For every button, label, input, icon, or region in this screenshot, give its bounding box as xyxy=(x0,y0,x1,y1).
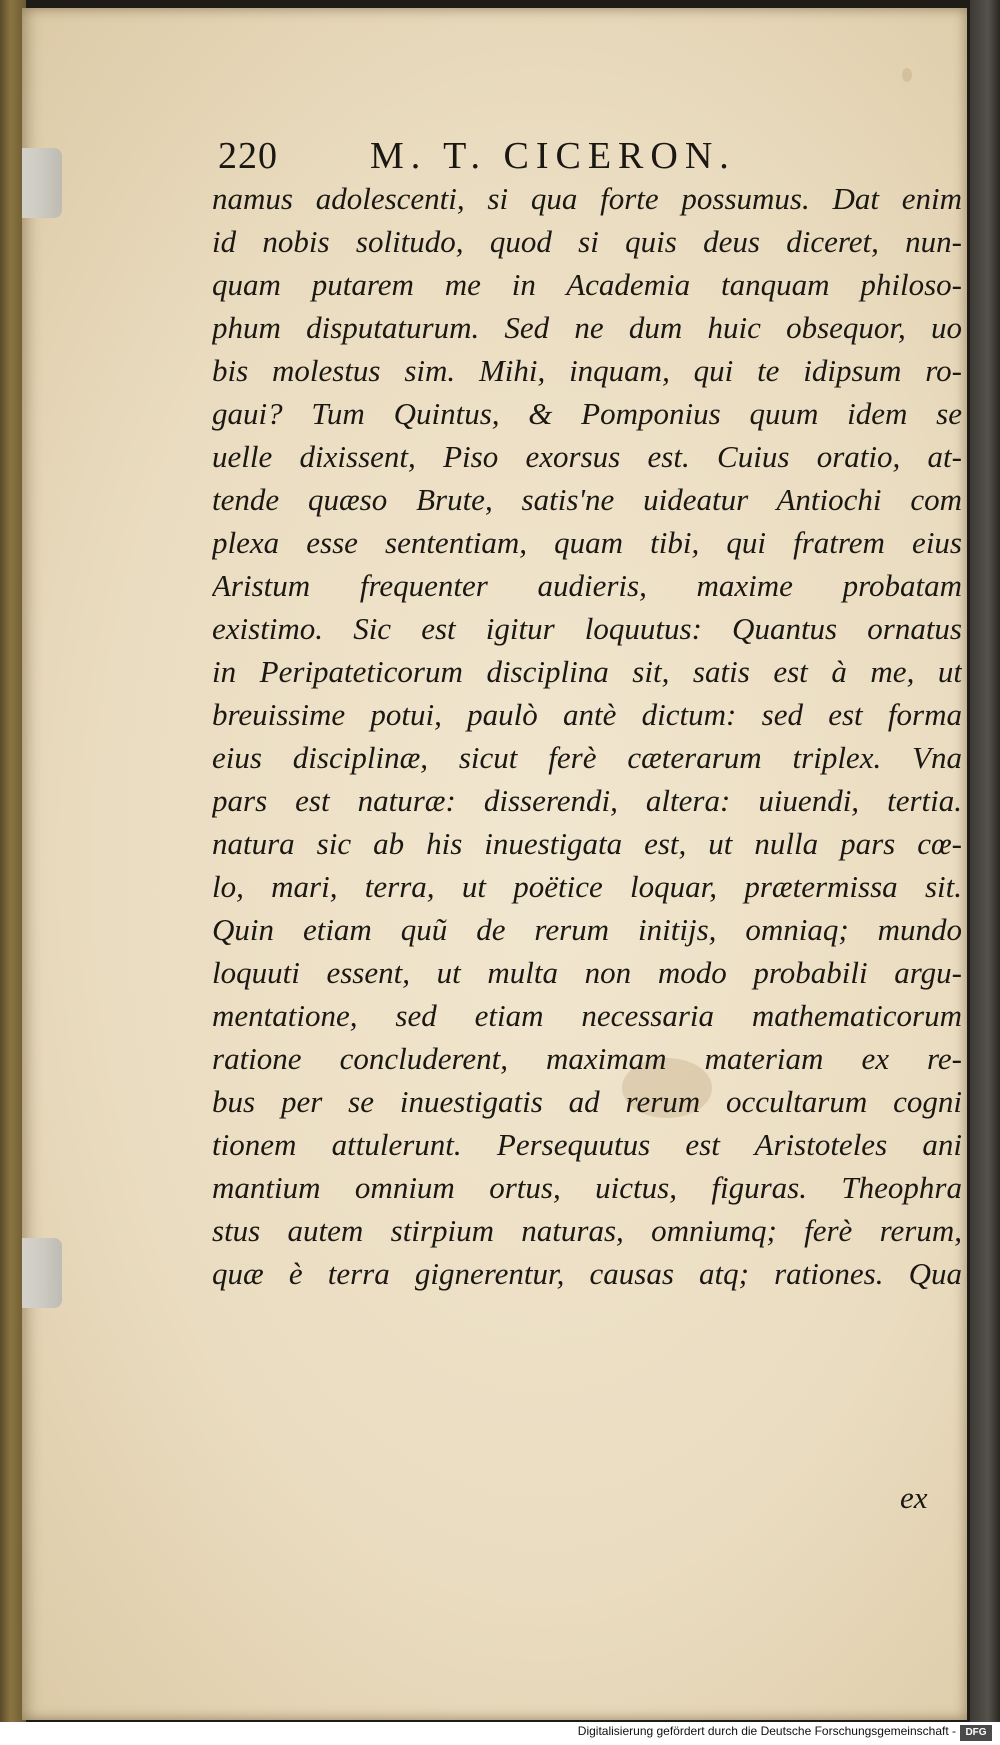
text-line: in Peripateticorum disciplina sit, satis est à me, ut xyxy=(212,654,962,689)
text-line: bis molestus sim. Mihi, inquam, qui te idipsum ro- xyxy=(212,353,962,388)
digitization-credit: Digitalisierung gefördert durch die Deutsche Forschungsgemeinschaft - xyxy=(577,1724,956,1738)
text-line: tende quæso Brute, satis'ne uideatur Antiochi com xyxy=(212,482,962,517)
running-title: M. T. CICERON. xyxy=(370,135,736,177)
ink-spot xyxy=(902,68,912,82)
text-line: stus autem stirpium naturas, omniumq; ferè rerum, xyxy=(212,1213,962,1248)
text-line: plexa esse sententiam, quam tibi, qui fratrem eius xyxy=(212,525,962,560)
text-line: mantium omnium ortus, uictus, figuras. Theophra xyxy=(212,1170,962,1205)
text-line: bus per se inuestigatis ad rerum occultarum cogni xyxy=(212,1084,962,1119)
text-line: mentatione, sed etiam necessaria mathematicorum xyxy=(212,998,962,1033)
text-line: natura sic ab his inuestigata est, ut nulla pars cœ- xyxy=(212,826,962,861)
text-line: uelle dixissent, Piso exorsus est. Cuius oratio, at- xyxy=(212,439,962,474)
text-line: existimo. Sic est igitur loquutus: Quantus ornatus xyxy=(212,611,962,646)
book-fore-edge xyxy=(970,0,1000,1745)
page-clip-bottom xyxy=(22,1238,62,1308)
text-line: ratione concluderent, maximam materiam ex re- xyxy=(212,1041,962,1076)
dfg-logo-icon: DFG xyxy=(960,1725,992,1741)
text-line: phum disputaturum. Sed ne dum huic obsequor, uo xyxy=(212,310,962,345)
body-text xyxy=(212,177,962,1295)
text-line: Aristum frequenter audieris, maxime probatam xyxy=(212,568,962,603)
catchword: ex xyxy=(900,1480,928,1515)
page-number: 220 xyxy=(218,135,278,177)
text-line: loquuti essent, ut multa non modo probabili argu- xyxy=(212,955,962,990)
text-line: gaui? Tum Quintus, & Pomponius quum idem se xyxy=(212,396,962,431)
text-line: namus adolescenti, si qua forte possumus. Dat enim xyxy=(212,181,962,216)
page-clip-top xyxy=(22,148,62,218)
text-line: lo, mari, terra, ut poëtice loquar, prætermissa sit. xyxy=(212,869,962,904)
text-line: quam putarem me in Academia tanquam philoso- xyxy=(212,267,962,302)
text-line: Quin etiam quũ de rerum initijs, omniaq; mundo xyxy=(212,912,962,947)
text-line: quæ è terra gignerentur, causas atq; rationes. Qua xyxy=(212,1256,962,1291)
text-line: tionem attulerunt. Persequutus est Aristoteles ani xyxy=(212,1127,962,1162)
text-line: id nobis solitudo, quod si quis deus diceret, nun- xyxy=(212,224,962,259)
text-line: eius disciplinæ, sicut ferè cæterarum triplex. Vna xyxy=(212,740,962,775)
text-line: breuissime potui, paulò antè dictum: sed est forma xyxy=(212,697,962,732)
text-line: pars est naturæ: disserendi, altera: uiuendi, tertia. xyxy=(212,783,962,818)
